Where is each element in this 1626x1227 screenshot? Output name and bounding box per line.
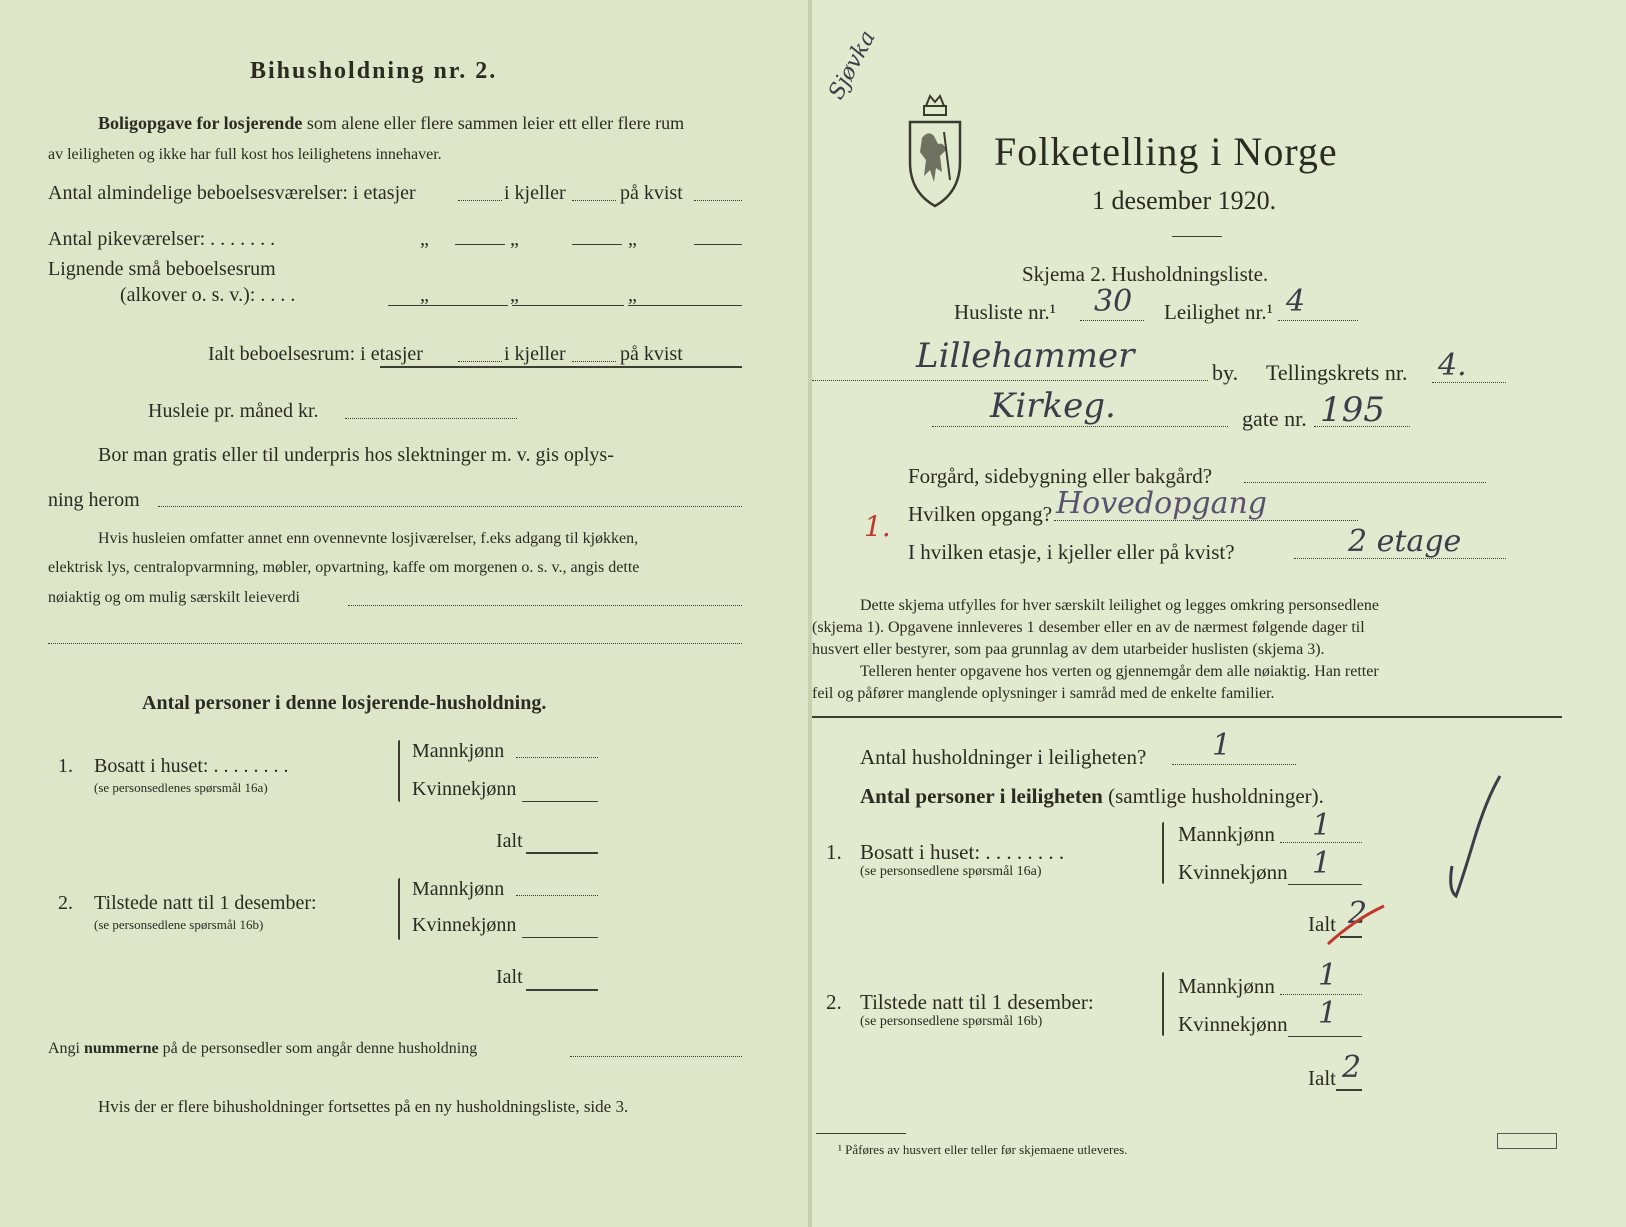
husliste-field[interactable] bbox=[1080, 320, 1144, 321]
antal-hush-label: Antal husholdninger i leiligheten? bbox=[860, 745, 1147, 769]
pike-field-2[interactable] bbox=[572, 244, 622, 245]
by-value: Lillehammer bbox=[916, 336, 1135, 376]
right-q1-label: Bosatt i huset: . . . . . . . . bbox=[860, 840, 1065, 864]
rooms-kjeller-field[interactable] bbox=[572, 200, 616, 201]
right-persons-heading bbox=[860, 784, 1324, 809]
ialt-kjeller-field[interactable] bbox=[572, 361, 616, 362]
ning-herom-label: ning herom bbox=[48, 489, 140, 511]
right-q2-kvinne-value: 1 bbox=[1318, 996, 1338, 1031]
corner-handwritten-note: Sjøvka bbox=[824, 26, 881, 104]
left-q1-num: 1. bbox=[58, 755, 73, 777]
intro-line-1 bbox=[98, 113, 684, 134]
street-value: Kirkeg. bbox=[990, 386, 1116, 426]
left-q1-sub: (se personsedlenes spørsmål 16a) bbox=[94, 780, 268, 795]
right-title: Folketelling i Norge bbox=[994, 129, 1338, 174]
antal-hush-field[interactable] bbox=[1172, 764, 1296, 765]
pike-field-1[interactable] bbox=[455, 244, 505, 245]
rooms-etasjer-field[interactable] bbox=[458, 200, 502, 201]
krets-field[interactable] bbox=[1432, 382, 1506, 383]
pike-ditto-2: „ bbox=[510, 228, 519, 250]
left-q2-kvinne-field[interactable] bbox=[522, 937, 598, 938]
rooms-label: Antal almindelige beboelsesværelser: i etasjer bbox=[48, 182, 416, 204]
pike-field-3[interactable] bbox=[694, 244, 742, 245]
ialt-underline bbox=[380, 366, 742, 368]
hvis-line-3: nøiaktig og om mulig særskilt leieverdi bbox=[48, 589, 300, 606]
angi-pre: Angi bbox=[48, 1040, 80, 1057]
angi-field[interactable] bbox=[570, 1056, 742, 1057]
rooms-kjeller-label: i kjeller bbox=[504, 182, 566, 204]
right-persons-heading-bold: Antal personer i leiligheten bbox=[860, 784, 1103, 808]
right-q2-sub: (se personsedlene spørsmål 16b) bbox=[860, 1014, 1043, 1029]
leilighet-field[interactable] bbox=[1278, 320, 1358, 321]
left-q1-kvinne-field[interactable] bbox=[522, 801, 598, 802]
husleie-label: Husleie pr. måned kr. bbox=[148, 400, 319, 422]
right-q2-mann-value: 1 bbox=[1318, 958, 1338, 993]
ialt-kvist-label: på kvist bbox=[620, 343, 683, 365]
opgang-value: Hovedopgang bbox=[1056, 486, 1268, 521]
rooms-kvist-field[interactable] bbox=[694, 200, 742, 201]
left-q2-ialt-label: Ialt bbox=[496, 966, 523, 988]
left-heading: Bihusholdning nr. 2. bbox=[250, 58, 498, 84]
right-q2-ialt-value: 2 bbox=[1342, 1050, 1362, 1085]
ialt-kjeller-label: i kjeller bbox=[504, 343, 566, 365]
right-q1-mann-value: 1 bbox=[1312, 808, 1332, 843]
etasje-value: 2 etage bbox=[1348, 524, 1462, 559]
left-q2-ialt-field[interactable] bbox=[526, 989, 598, 991]
pike-ditto-1: „ bbox=[420, 228, 429, 250]
opgang-field[interactable] bbox=[1054, 520, 1358, 521]
rooms-kvist-label: på kvist bbox=[620, 182, 683, 204]
right-q1-mann-label: Mannkjønn bbox=[1178, 822, 1275, 846]
left-q2-mann-field[interactable] bbox=[516, 895, 598, 896]
right-q2-ialt-label: Ialt bbox=[1308, 1066, 1336, 1090]
printer-stamp bbox=[1497, 1133, 1557, 1149]
gate-field[interactable] bbox=[1314, 426, 1410, 427]
street-field[interactable] bbox=[932, 426, 1228, 427]
right-q1-kvinne-label: Kvinnekjønn bbox=[1178, 860, 1288, 884]
left-q1-brace bbox=[398, 740, 400, 802]
right-q1-sub: (se personsedlene spørsmål 16a) bbox=[860, 864, 1042, 879]
hvis-line-2: elektrisk lys, centralopvarmning, møbler, opvartning, kaffe om morgenen o. s. v., angis dette bbox=[48, 559, 640, 576]
left-q1-mann-field[interactable] bbox=[516, 757, 598, 758]
ning-herom-field[interactable] bbox=[158, 506, 742, 507]
leilighet-value: 4 bbox=[1286, 284, 1306, 319]
intro-rest: som alene eller flere sammen leier ett eller flere rum bbox=[306, 113, 685, 133]
right-q1-mann-field[interactable] bbox=[1280, 842, 1362, 843]
by-field[interactable] bbox=[812, 380, 1208, 381]
info-line-1: Dette skjema utfylles for hver særskilt leilighet og legges omkring personsedlene bbox=[860, 597, 1379, 614]
left-persons-heading: Antal personer i denne losjerende-husholdning. bbox=[142, 692, 547, 714]
pike-ditto-3: „ bbox=[628, 228, 637, 250]
right-q1-brace bbox=[1162, 822, 1164, 884]
right-q2-kvinne-field[interactable] bbox=[1288, 1036, 1362, 1037]
lign-ditto-2: „ bbox=[510, 284, 519, 306]
right-q2-kvinne-label: Kvinnekjønn bbox=[1178, 1012, 1288, 1036]
angi-text bbox=[48, 1040, 477, 1058]
antal-hush-value: 1 bbox=[1212, 728, 1232, 763]
leilighet-label: Leilighet nr.¹ bbox=[1164, 300, 1273, 324]
left-q1-label: Bosatt i huset: . . . . . . . . bbox=[94, 755, 289, 777]
bor-man-text: Bor man gratis eller til underpris hos slektninger m. v. gis oplys- bbox=[98, 444, 614, 466]
footnote-rule bbox=[816, 1133, 906, 1134]
opgang-label: Hvilken opgang? bbox=[908, 502, 1053, 526]
husliste-label: Husliste nr.¹ bbox=[954, 300, 1056, 324]
right-q2-mann-field[interactable] bbox=[1280, 994, 1362, 995]
info-line-5: feil og påfører manglende oplysninger i samråd med de enkelte familier. bbox=[812, 685, 1275, 702]
krets-label: Tellingskrets nr. bbox=[1266, 360, 1408, 385]
margin-red-mark: 1. bbox=[864, 510, 891, 543]
angi-rest: på de personsedler som angår denne husholdning bbox=[162, 1040, 478, 1057]
forgard-label: Forgård, sidebygning eller bakgård? bbox=[908, 464, 1213, 488]
right-q1-ialt-value: 2 bbox=[1348, 896, 1368, 931]
right-persons-heading-rest: (samtlige husholdninger). bbox=[1108, 784, 1324, 808]
lign-label-1: Lignende små beboelsesrum bbox=[48, 258, 276, 280]
check-mark-icon bbox=[1444, 770, 1504, 900]
pike-label: Antal pikeværelser: . . . . . . . bbox=[48, 228, 276, 250]
red-correction-stroke-icon bbox=[1324, 900, 1388, 950]
right-q2-ialt-field[interactable] bbox=[1336, 1089, 1362, 1091]
lign-field-1[interactable] bbox=[388, 305, 508, 306]
leieverdi-field[interactable] bbox=[348, 605, 742, 606]
lign-ditto-3: „ bbox=[628, 284, 637, 306]
gate-value: 195 bbox=[1320, 390, 1385, 430]
leieverdi-field-2[interactable] bbox=[48, 643, 742, 644]
by-label: by. bbox=[1212, 360, 1239, 385]
right-q2-label: Tilstede natt til 1 desember: bbox=[860, 990, 1094, 1014]
forgard-field[interactable] bbox=[1244, 482, 1486, 483]
etasje-field[interactable] bbox=[1294, 558, 1506, 559]
left-q1-kvinne-label: Kvinnekjønn bbox=[412, 778, 517, 800]
left-q1-ialt-label: Ialt bbox=[496, 830, 523, 852]
left-q1-mann-label: Mannkjønn bbox=[412, 740, 505, 762]
left-q2-sub: (se personsedlene spørsmål 16b) bbox=[94, 917, 264, 932]
info-line-4: Telleren henter opgavene hos verten og gjennemgår dem alle nøiaktig. Han retter bbox=[860, 663, 1379, 680]
intro-line-2: av leiligheten og ikke har full kost hos leilighetens innehaver. bbox=[48, 146, 442, 163]
info-line-3: husvert eller bestyrer, som paa grunnlag av dem utarbeider huslisten (skjema 3). bbox=[812, 641, 1325, 658]
hvis-line-1: Hvis husleien omfatter annet enn ovennevnte losjiværelser, f.eks adgang til kjøkken, bbox=[98, 530, 639, 547]
etasje-label: I hvilken etasje, i kjeller eller på kvist? bbox=[908, 540, 1235, 564]
footnote: ¹ Påføres av husvert eller teller før skjemaene utleveres. bbox=[838, 1142, 1128, 1157]
left-q2-num: 2. bbox=[58, 892, 73, 914]
left-q2-brace bbox=[398, 878, 400, 940]
left-q2-mann-label: Mannkjønn bbox=[412, 878, 505, 900]
right-q2-mann-label: Mannkjønn bbox=[1178, 974, 1275, 998]
right-q1-kvinne-value: 1 bbox=[1312, 846, 1332, 881]
title-rule bbox=[1172, 236, 1222, 237]
right-q2-num: 2. bbox=[826, 990, 842, 1014]
left-page-bihusholdning bbox=[0, 0, 810, 1227]
left-q2-kvinne-label: Kvinnekjønn bbox=[412, 914, 517, 936]
right-q2-brace bbox=[1162, 972, 1164, 1036]
info-line-2: (skjema 1). Opgavene innleveres 1 desember eller en av de nærmest følgende dager til bbox=[812, 619, 1365, 636]
gate-label: gate nr. bbox=[1242, 406, 1307, 431]
norwegian-coat-of-arms-icon bbox=[904, 92, 966, 210]
husleie-field[interactable] bbox=[345, 418, 517, 419]
info-divider bbox=[812, 716, 1562, 718]
lign-field-2[interactable] bbox=[512, 305, 624, 306]
right-q1-ialt-label: Ialt bbox=[1308, 912, 1336, 936]
angi-bold: nummerne bbox=[84, 1040, 159, 1057]
left-footer: Hvis der er flere bihusholdninger fortsettes på en ny husholdningsliste, side 3. bbox=[98, 1097, 629, 1116]
intro-bold: Boligopgave for losjerende bbox=[98, 113, 303, 133]
husliste-value: 30 bbox=[1094, 284, 1133, 319]
left-q2-label: Tilstede natt til 1 desember: bbox=[94, 892, 317, 914]
right-q1-num: 1. bbox=[826, 840, 842, 864]
right-date: 1 desember 1920. bbox=[1092, 186, 1277, 215]
lign-field-3[interactable] bbox=[628, 305, 742, 306]
lign-label-2: (alkover o. s. v.): . . . . bbox=[120, 284, 296, 306]
ialt-rooms-label: Ialt beboelsesrum: i etasjer bbox=[208, 343, 423, 365]
skjema-label: Skjema 2. Husholdningsliste. bbox=[1022, 262, 1269, 286]
right-page-husholdningsliste bbox=[812, 0, 1626, 1227]
ialt-etasjer-field[interactable] bbox=[458, 361, 502, 362]
left-q1-ialt-field[interactable] bbox=[526, 852, 598, 854]
lign-ditto-1: „ bbox=[420, 284, 429, 306]
krets-value: 4. bbox=[1438, 348, 1467, 383]
right-q1-kvinne-field[interactable] bbox=[1288, 884, 1362, 885]
